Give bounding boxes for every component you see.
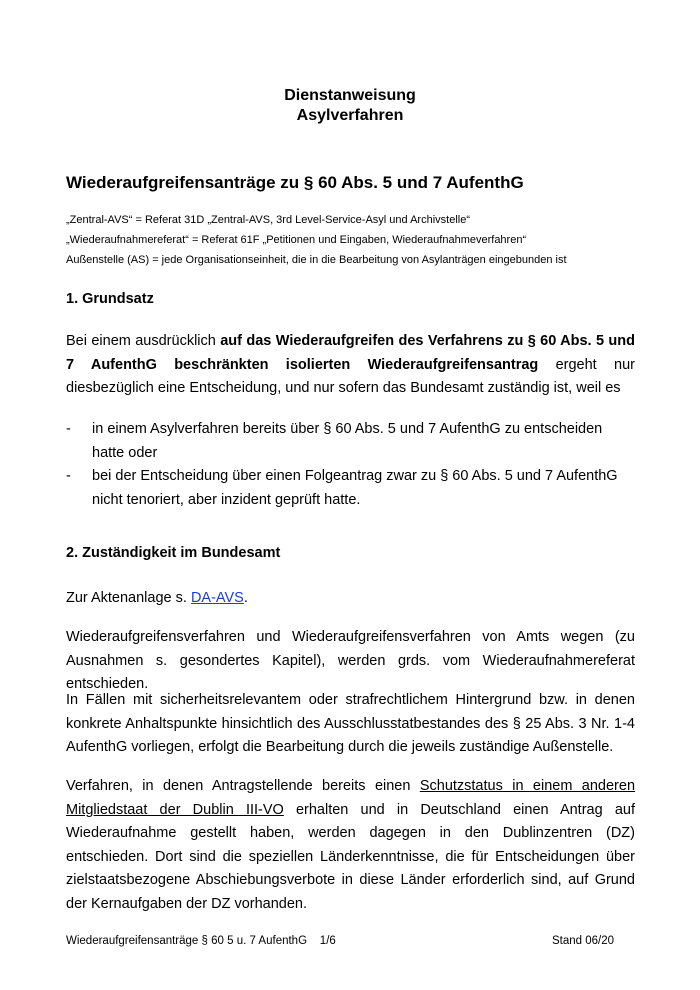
text-span: . xyxy=(243,590,248,606)
section-1-paragraph xyxy=(66,330,635,401)
definitions-block xyxy=(66,210,567,270)
list-item-text: bei der Entscheidung über einen Folgeantrag zwar zu § 60 Abs. 5 und 7 AufenthG nicht tenoriert, aber inzident geprüft hatte. xyxy=(92,468,618,508)
header-line-1: Dienstanweisung xyxy=(284,87,416,104)
section-2-heading: 2. Zuständigkeit im Bundesamt xyxy=(66,545,281,561)
definition-line: „Wiederaufnahmereferat“ = Referat 61F „Petitionen und Eingaben, Wiederaufnahmeverfahren“ xyxy=(66,234,527,246)
list-item-text: in einem Asylverfahren bereits über § 60 Abs. 5 und 7 AufenthG zu entscheiden hatte oder xyxy=(92,421,603,461)
definition-line: Außenstelle (AS) = jede Organisationseinheit, die in die Bearbeitung von Asylanträgen eingebunden ist xyxy=(66,254,567,266)
da-avs-link[interactable]: DA-AVS xyxy=(190,590,244,606)
list-item xyxy=(66,418,635,465)
section-2-paragraph-2: In Fällen mit sicherheitsrelevantem oder strafrechtlichem Hintergrund bzw. in denen konkrete Anhaltspunkte hinsichtlich des Ausschlusstatbestandes des § 25 Abs. 3 Nr. 1-4 AufenthG vorliegen, erfolgt die Bearbeitung durch die jeweils zuständige Außenstelle. xyxy=(66,692,635,755)
akten-paragraph xyxy=(66,587,635,611)
text-span: Bei einem ausdrücklich xyxy=(66,333,221,349)
text-span: ergeht nur diesbezüglich eine Entscheidung, und nur sofern das Bundesamt zuständig ist, weil es xyxy=(66,356,635,396)
underlined-text-span: Schutzstatus in einem anderen Mitgliedstaat der Dublin III-VO xyxy=(66,778,636,818)
text-span: Verfahren, in denen Antragstellende bereits einen xyxy=(66,778,420,794)
section-1-heading: 1. Grundsatz xyxy=(66,291,154,307)
text-span: erhalten und in Deutschland einen Antrag auf Wiederaufnahme gestellt haben, werden dagegen in den Dublinzentren (DZ) entschieden. Dort sind die speziellen Länderkenntnisse, die für Entscheidungen über zielstaatsbezogene Abschiebungsverbote in diese Länder erforderlich sind, auf Grund der Kernaufgaben der DZ vorhanden. xyxy=(66,801,635,912)
page-footer xyxy=(66,935,614,947)
section-1-list xyxy=(66,418,635,512)
page-header xyxy=(0,86,700,126)
list-item xyxy=(66,465,635,512)
dash-marker: - xyxy=(66,468,71,484)
header-line-2: Asylverfahren xyxy=(296,107,404,124)
footer-left: Wiederaufgreifensanträge § 60 5 u. 7 AufenthG 1/6 xyxy=(66,935,336,947)
footer-right: Stand 06/20 xyxy=(551,935,614,947)
dash-marker: - xyxy=(66,421,71,437)
definition-line: „Zentral-AVS“ = Referat 31D „Zentral-AVS, 3rd Level-Service-Asyl und Archivstelle“ xyxy=(66,214,470,226)
text-span: Zur Aktenanlage s. xyxy=(66,590,191,606)
bold-text-span: auf das Wiederaufgreifen des Verfahrens zu § 60 Abs. 5 und 7 AufenthG beschränkten isolierten Wiederaufgreifensantrag xyxy=(66,333,635,373)
section-2-paragraph-1: Wiederaufgreifensverfahren und Wiederaufgreifensverfahren von Amts wegen (zu Ausnahmen s. gesondertes Kapitel), werden grds. vom Wiederaufnahmereferat entschieden. xyxy=(66,629,635,692)
document-title: Wiederaufgreifensanträge zu § 60 Abs. 5 und 7 AufenthG xyxy=(66,173,524,192)
section-2-paragraph-3 xyxy=(66,775,635,916)
